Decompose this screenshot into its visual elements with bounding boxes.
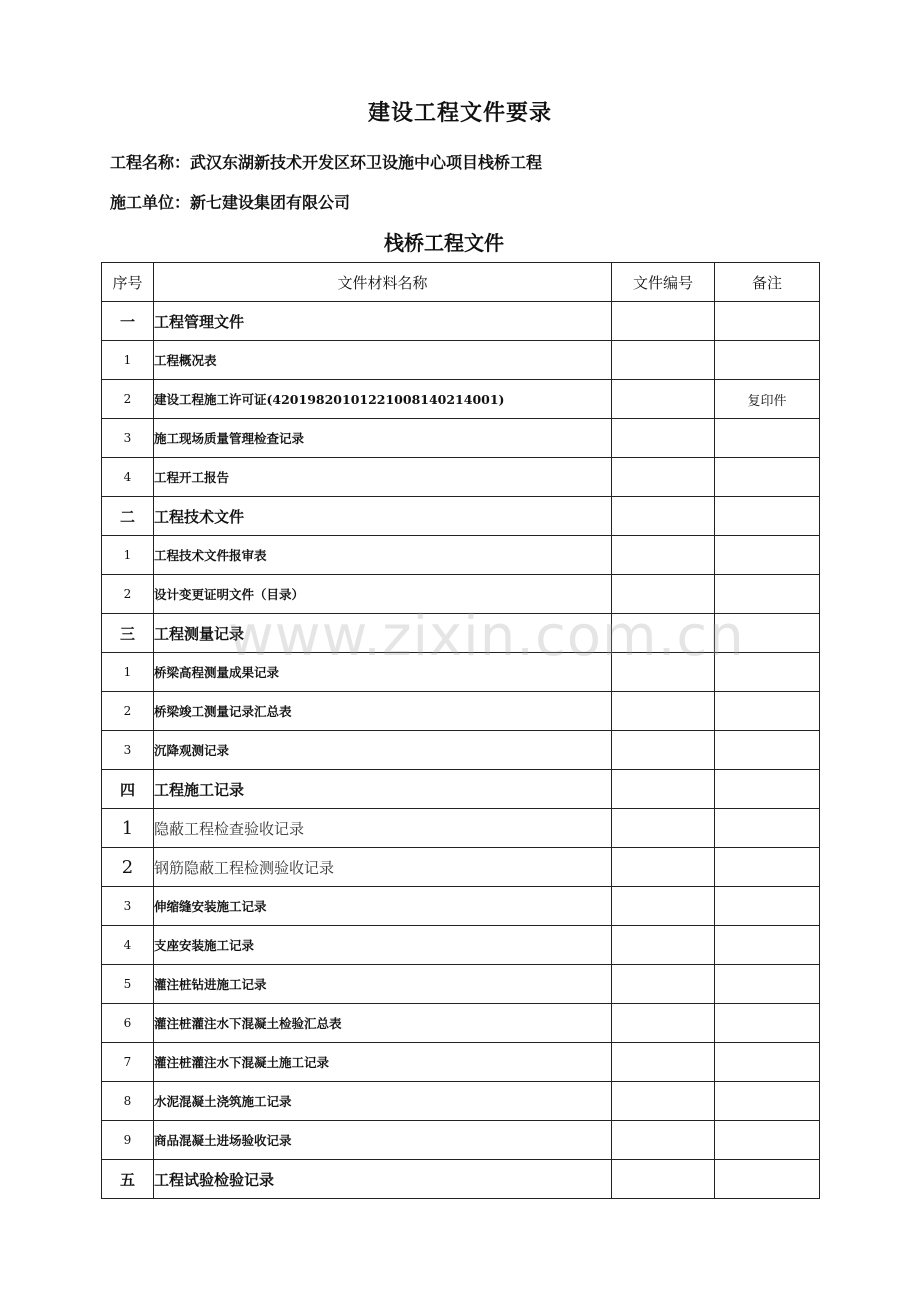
row-code <box>612 302 715 341</box>
header-no: 序号 <box>102 263 154 302</box>
row-code <box>612 497 715 536</box>
row-no: 2 <box>102 380 154 419</box>
row-name: 工程试验检验记录 <box>154 1160 612 1199</box>
row-no: 6 <box>102 1004 154 1043</box>
row-no: 2 <box>102 575 154 614</box>
row-name: 工程技术文件 <box>154 497 612 536</box>
row-name: 工程概况表 <box>154 341 612 380</box>
row-no: 一 <box>102 302 154 341</box>
row-code <box>612 692 715 731</box>
row-code <box>612 536 715 575</box>
table-row <box>102 614 820 653</box>
row-name: 工程管理文件 <box>154 302 612 341</box>
row-no: 三 <box>102 614 154 653</box>
row-note <box>715 497 820 536</box>
table-row <box>102 536 820 575</box>
row-code <box>612 575 715 614</box>
row-no: 4 <box>102 926 154 965</box>
row-note <box>715 1082 820 1121</box>
row-code <box>612 926 715 965</box>
row-code <box>612 653 715 692</box>
table-row <box>102 653 820 692</box>
table-row <box>102 926 820 965</box>
row-note <box>715 770 820 809</box>
row-no: 2 <box>102 848 154 887</box>
row-code <box>612 380 715 419</box>
table-row <box>102 419 820 458</box>
row-note <box>715 614 820 653</box>
row-note <box>715 536 820 575</box>
row-code <box>612 965 715 1004</box>
row-note <box>715 1043 820 1082</box>
table-row <box>102 575 820 614</box>
row-note <box>715 965 820 1004</box>
document-title: 建设工程文件要录 <box>367 100 552 126</box>
row-code <box>612 341 715 380</box>
row-note <box>715 848 820 887</box>
table-body <box>102 302 820 1199</box>
table-row <box>102 692 820 731</box>
row-note <box>715 926 820 965</box>
table-row <box>102 731 820 770</box>
table-header-row <box>102 263 820 302</box>
row-note: 复印件 <box>715 380 820 419</box>
row-note <box>715 692 820 731</box>
table-row <box>102 887 820 926</box>
table-row <box>102 1160 820 1199</box>
row-name: 水泥混凝土浇筑施工记录 <box>154 1082 612 1121</box>
row-name: 桥梁高程测量成果记录 <box>154 653 612 692</box>
row-code <box>612 770 715 809</box>
row-name: 商品混凝土进场验收记录 <box>154 1121 612 1160</box>
row-note <box>715 887 820 926</box>
row-no: 1 <box>102 536 154 575</box>
project-name: 工程名称：武汉东湖新技术开发区环卫设施中心项目栈桥工程 <box>110 153 543 172</box>
row-code <box>612 419 715 458</box>
header-code: 文件编号 <box>612 263 715 302</box>
row-name: 钢筋隐蔽工程检测验收记录 <box>154 848 612 887</box>
table-row <box>102 965 820 1004</box>
row-code <box>612 1160 715 1199</box>
row-note <box>715 341 820 380</box>
row-no: 1 <box>102 809 154 848</box>
row-no: 四 <box>102 770 154 809</box>
row-code <box>612 848 715 887</box>
row-code <box>612 1121 715 1160</box>
row-code <box>612 809 715 848</box>
row-code <box>612 1082 715 1121</box>
table-row <box>102 1004 820 1043</box>
watermark: www.zixin.com.cn <box>228 604 745 669</box>
table-row <box>102 1121 820 1160</box>
row-name: 灌注桩灌注水下混凝土施工记录 <box>154 1043 612 1082</box>
row-note <box>715 809 820 848</box>
table-row <box>102 1043 820 1082</box>
header-note: 备注 <box>715 263 820 302</box>
row-code <box>612 887 715 926</box>
row-name: 隐蔽工程检查验收记录 <box>154 809 612 848</box>
row-no: 二 <box>102 497 154 536</box>
row-code <box>612 1043 715 1082</box>
row-name: 工程测量记录 <box>154 614 612 653</box>
row-name: 伸缩缝安装施工记录 <box>154 887 612 926</box>
table-row <box>102 848 820 887</box>
file-index-table <box>101 262 820 1199</box>
row-code <box>612 614 715 653</box>
row-note <box>715 1004 820 1043</box>
row-code <box>612 1004 715 1043</box>
row-no: 5 <box>102 965 154 1004</box>
header-name: 文件材料名称 <box>154 263 612 302</box>
row-no: 7 <box>102 1043 154 1082</box>
row-code <box>612 458 715 497</box>
row-no: 1 <box>102 653 154 692</box>
row-note <box>715 731 820 770</box>
table-row <box>102 380 820 419</box>
table-row <box>102 770 820 809</box>
row-note <box>715 575 820 614</box>
row-name: 支座安装施工记录 <box>154 926 612 965</box>
row-no: 3 <box>102 887 154 926</box>
row-name: 沉降观测记录 <box>154 731 612 770</box>
table-row <box>102 1082 820 1121</box>
row-note <box>715 653 820 692</box>
row-no: 2 <box>102 692 154 731</box>
row-no: 1 <box>102 341 154 380</box>
row-name: 工程开工报告 <box>154 458 612 497</box>
construction-unit: 施工单位：新七建设集团有限公司 <box>110 193 351 212</box>
row-no: 4 <box>102 458 154 497</box>
row-name: 工程技术文件报审表 <box>154 536 612 575</box>
row-no: 9 <box>102 1121 154 1160</box>
table-row <box>102 497 820 536</box>
row-name: 工程施工记录 <box>154 770 612 809</box>
table-row <box>102 809 820 848</box>
row-no: 五 <box>102 1160 154 1199</box>
row-no: 3 <box>102 419 154 458</box>
row-name: 施工现场质量管理检查记录 <box>154 419 612 458</box>
row-name: 灌注桩灌注水下混凝土检验汇总表 <box>154 1004 612 1043</box>
row-note <box>715 1121 820 1160</box>
row-code <box>612 731 715 770</box>
section-title: 栈桥工程文件 <box>384 231 504 255</box>
row-note <box>715 419 820 458</box>
table-row <box>102 341 820 380</box>
row-no: 3 <box>102 731 154 770</box>
row-note <box>715 302 820 341</box>
row-no: 8 <box>102 1082 154 1121</box>
table-row <box>102 458 820 497</box>
row-name: 设计变更证明文件（目录） <box>154 575 612 614</box>
row-name: 灌注桩钻进施工记录 <box>154 965 612 1004</box>
row-note <box>715 458 820 497</box>
table-row <box>102 302 820 341</box>
row-name: 桥梁竣工测量记录汇总表 <box>154 692 612 731</box>
row-note <box>715 1160 820 1199</box>
row-name: 建设工程施工许可证(42019820101221008140214001) <box>154 380 612 419</box>
